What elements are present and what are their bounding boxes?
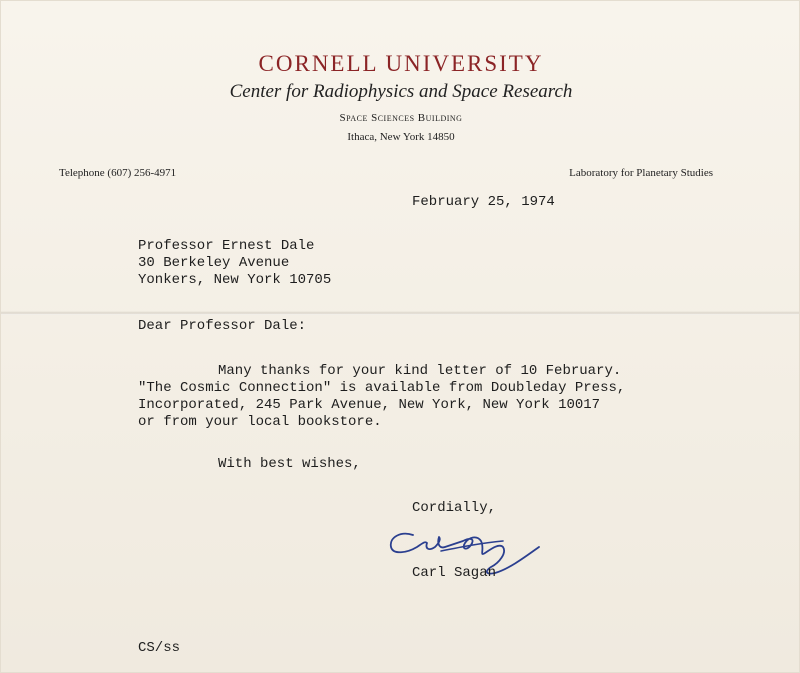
letterhead-telephone: Telephone (607) 256-4971: [59, 167, 177, 179]
closing-line: Cordially,: [412, 500, 497, 516]
body-line: Incorporated, 245 Park Avenue, New York, New York 10017: [138, 397, 601, 413]
letter-date: February 25, 1974: [412, 194, 555, 210]
salutation: Dear Professor Dale:: [138, 318, 307, 334]
recipient-line: Yonkers, New York 10705: [138, 272, 332, 288]
body-line: or from your local bookstore.: [138, 414, 382, 430]
letterhead-center: Center for Radiophysics and Space Research: [229, 81, 573, 102]
letterhead-institution: CORNELL UNIVERSITY: [258, 51, 544, 76]
body-line: Many thanks for your kind letter of 10 February.: [218, 363, 622, 379]
letterhead-laboratory: Laboratory for Planetary Studies: [569, 167, 713, 179]
reference-initials: CS/ss: [138, 640, 181, 656]
signer-name: Carl Sagan: [412, 565, 497, 581]
wishes-line: With best wishes,: [218, 456, 361, 472]
letterhead-building: Space Sciences Building: [339, 112, 463, 124]
letterhead-city: Ithaca, New York 14850: [347, 131, 455, 143]
recipient-line: Professor Ernest Dale: [138, 238, 315, 254]
body-line: "The Cosmic Connection" is available from Doubleday Press,: [138, 380, 626, 396]
paper-fold-line: [1, 311, 800, 315]
recipient-line: 30 Berkeley Avenue: [138, 255, 290, 271]
